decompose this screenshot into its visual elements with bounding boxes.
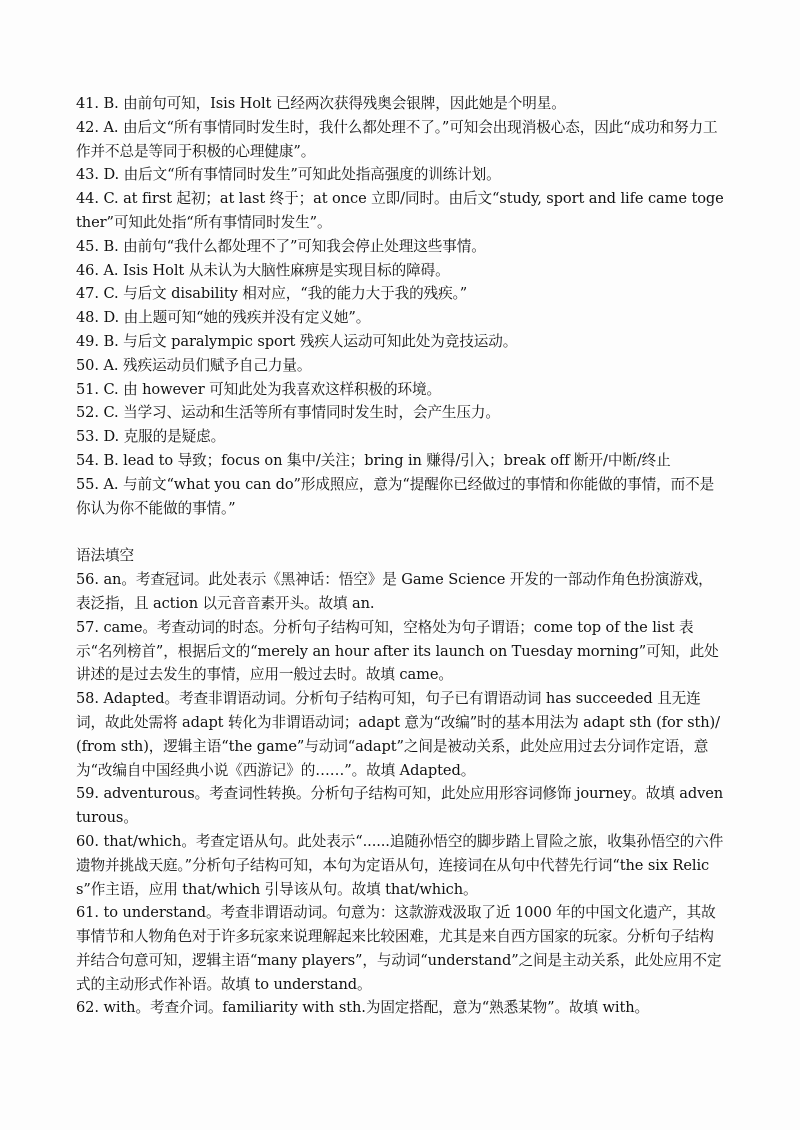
answer-55: 55. A. 与前文“what you can do”形成照应，意为“提醒你已经做过的事情和你能做的事情，而不是你认为你不能做的事情。” (76, 475, 715, 517)
answer-explanations (76, 92, 726, 1020)
answer-46: 46. A. Isis Holt 从未认为大脑性麻痹是实现目标的障碍。 (76, 261, 450, 279)
answer-43: 43. D. 由后文“所有事情同时发生”可知此处指高强度的训练计划。 (76, 166, 501, 184)
answer-59: 59. adventurous。考查词性转换。分析句子结构可知，此处应用形容词修饰 journey。故填 adventurous。 (76, 785, 724, 827)
answer-41: 41. B. 由前句可知，Isis Holt 已经两次获得残奥会银牌，因此她是个明星。 (76, 95, 566, 112)
answer-49: 49. B. 与后文 paralympic sport 残疾人运动可知此处为竞技运动。 (76, 332, 518, 350)
answer-42: 42. A. 由后文“所有事情同时发生时，我什么都处理不了。”可知会出现消极心态，因此“成功和努力工作并不总是等同于积极的心理健康”。 (76, 118, 718, 160)
answer-53: 53. D. 克服的是疑虑。 (76, 428, 226, 446)
answer-56: 56. an。考查冠词。此处表示《黑神话：悟空》是 Game Science 开发的一部动作角色扮演游戏，表泛指，且 action 以元音音素开头。故填 an. (76, 571, 713, 612)
section-spacer (76, 520, 726, 544)
answer-51: 51. C. 由 however 可知此处为我喜欢这样积极的环境。 (76, 380, 442, 398)
answer-60: 60. that/which。考查定语从句。此处表示“......追随孙悟空的脚步踏上冒险之旅，收集孙悟空的六件遗物并挑战天庭。”分析句子结构可知，本句为定语从句，连接词在从句中代替先行词“the six Relics”作主语，应用 that/which 引导该从句。故填 that/which。 (76, 832, 724, 898)
answer-45: 45. B. 由前句“我什么都处理不了”可知我会停止处理这些事情。 (76, 237, 486, 255)
answer-44: 44. C. at first 起初；at last 终于；at once 立即/同时。由后文“study, sport and life came together”可知此处指“所有事情同时发生”。 (76, 190, 724, 231)
answer-47: 47. C. 与后文 disability 相对应，“我的能力大于我的残疾。” (76, 285, 468, 303)
answer-50: 50. A. 残疾运动员们赋予自己力量。 (76, 356, 312, 374)
answer-54: 54. B. lead to 导致；focus on 集中/关注；bring in 赚得/引入；break off 断开/中断/终止 (76, 451, 671, 469)
section-title-grammar-fill: 语法填空 (76, 547, 134, 565)
answer-58: 58. Adapted。考查非谓语动词。分析句子结构可知，句子已有谓语动词 has succeeded 且无连词，故此处需将 adapt 转化为非谓语动词；adapt 意为“改编”时的基本用法为 adapt sth (for sth)/(from sth)，逻辑主语“the game”与动词“adapt”之间是被动关系，此处应用过去分词作定语，意为“改编自中国经典小说《西游记》的……”。故填 Adapted。 (76, 690, 720, 779)
answer-62: 62. with。考查介词。familiarity with sth.为固定搭配，意为“熟悉某物”。故填 with。 (76, 999, 650, 1017)
answer-52: 52. C. 当学习、运动和生活等所有事情同时发生时，会产生压力。 (76, 404, 500, 422)
answer-57: 57. came。考查动词的时态。分析句子结构可知，空格处为句子谓语；come top of the list 表示“名列榜首”，根据后文的“merely an hour after its launch on Tuesday morning”可知，此处讲述的是过去发生的事情，应用一般过去时。故填 came。 (76, 618, 719, 684)
answer-61: 61. to understand。考查非谓语动词。句意为：这款游戏汲取了近 1000 年的中国文化遗产，其故事情节和人物角色对于许多玩家来说理解起来比较困难，尤其是来自西方国家的玩家。分析句子结构并结合句意可知，逻辑主语“many players”，与动词“understand”之间是主动关系，此处应用不定式的主动形式作补语。故填 to understand。 (76, 904, 722, 993)
answer-48: 48. D. 由上题可知“她的残疾并没有定义她”。 (76, 309, 371, 327)
